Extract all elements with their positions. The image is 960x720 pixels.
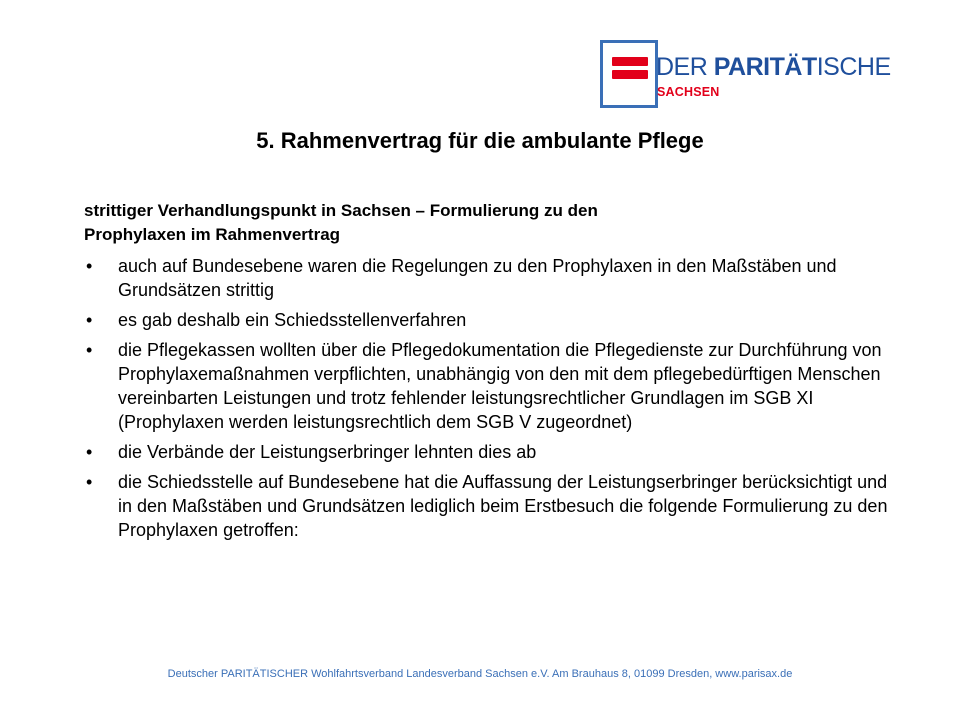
logo (600, 40, 920, 115)
bullet-text: es gab deshalb ein Schiedsstellenverfahren (118, 310, 467, 330)
bullet-item (84, 254, 894, 302)
bullet-icon: • (86, 472, 93, 492)
logo-bar-bottom (612, 70, 648, 79)
bullet-item (84, 338, 894, 434)
logo-frame-bottom (600, 105, 658, 108)
subtitle-line-2: Prophylaxen im Rahmenvertrag (84, 225, 341, 244)
page-title: 5. Rahmenvertrag für die ambulante Pflege (256, 128, 704, 153)
bullet-text: auch auf Bundesebene waren die Regelungen zu den Prophylaxen in den Maßstäben und Grundsätzen strittig (118, 256, 837, 300)
bullet-text: die Pflegekassen wollten über die Pflegedokumentation die Pflegedienste zur Durchführung von Prophylaxemaßnahmen verpflichten, unabhängig von den mit dem pflegebedürftigen Menschen vereinbarten Leistungen und trotz fehlender leistungsrechtlicher Grundlagen im SGB XI (Prophylaxen werden leistungsrechtlich dem SGB V zugeordnet) (118, 340, 882, 432)
bullet-icon: • (86, 310, 93, 330)
logo-region: SACHSEN (657, 85, 720, 99)
logo-name (656, 55, 891, 80)
subtitle (84, 199, 894, 247)
bullet-list (84, 254, 894, 542)
footer: Deutscher PARITÄTISCHER Wohlfahrtsverband Landesverband Sachsen e.V. Am Brauhaus 8, 01099 Dresden, www.parisax.de (167, 668, 793, 680)
bullet-icon: • (86, 340, 93, 360)
logo-name-part2: PARITÄT (713, 53, 817, 81)
subtitle-line-1: strittiger Verhandlungspunkt in Sachsen – Formulierung zu den (84, 201, 598, 220)
bullet-item (84, 308, 894, 332)
bullet-text: die Schiedsstelle auf Bundesebene hat die Auffassung der Leistungserbringer berücksichtigt und in den Maßstäben und Grundsätzen lediglich beim Erstbesuch die folgende Formulierung zu den Prophylaxen getroffen: (118, 472, 888, 540)
logo-name-part3: ISCHE (816, 53, 891, 81)
logo-equals-icon (612, 57, 648, 79)
content (84, 199, 894, 548)
bullet-icon: • (86, 442, 93, 462)
logo-name-part1: DER (656, 53, 714, 81)
bullet-item (84, 470, 894, 542)
bullet-item (84, 440, 894, 464)
bullet-text: die Verbände der Leistungserbringer lehnten dies ab (118, 442, 537, 462)
bullet-icon: • (86, 256, 93, 276)
logo-bar-top (612, 57, 648, 66)
